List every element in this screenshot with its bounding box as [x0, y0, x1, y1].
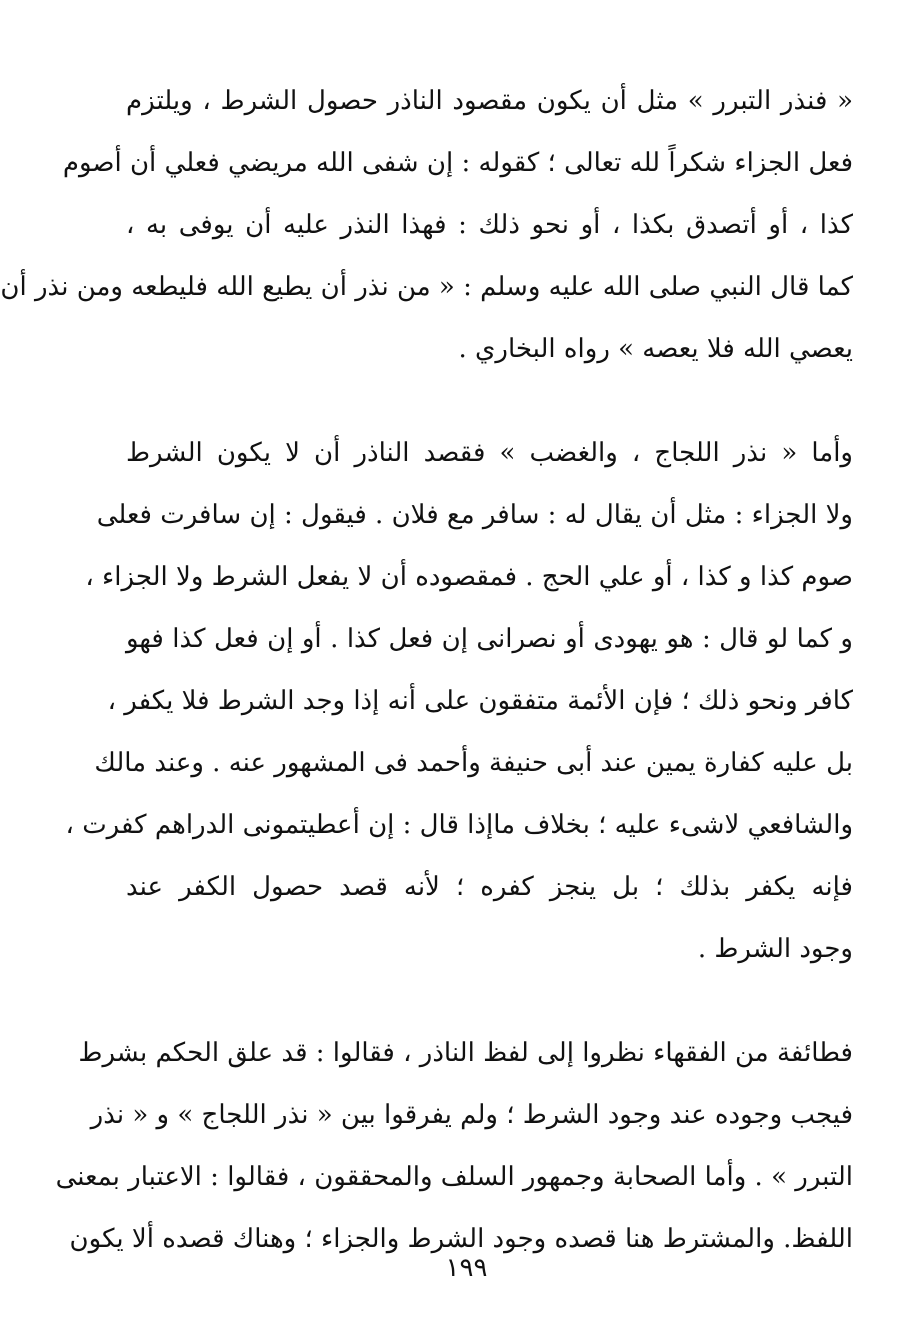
- text-line: وجود الشرط .: [697, 934, 853, 964]
- paragraph-jurists-views: [55, 1022, 853, 1270]
- text-line: ولا الجزاء : مثل أن يقال له : سافر مع فلان . فيقول : إن سافرت فعلى: [96, 500, 853, 530]
- text-line: بل عليه كفارة يمين عند أبى حنيفة وأحمد فى المشهور عنه . وعند مالك: [94, 748, 853, 778]
- paragraph-gap: [126, 980, 853, 1022]
- text-line: وأما « نذر اللجاج ، والغضب » فقصد الناذر أن لا يكون الشرط: [126, 438, 853, 468]
- text-line: فيجب وجوده عند وجود الشرط ؛ ولم يفرقوا بين « نذر اللجاج » و « نذر: [90, 1100, 853, 1130]
- text-line: كما قال النبي صلى الله عليه وسلم : « من نذر أن يطيع الله فليطعه ومن نذر أن: [0, 272, 853, 302]
- text-line: التبرر » . وأما الصحابة وجمهور السلف والمحققون ، فقالوا : الاعتبار بمعنى: [55, 1162, 853, 1192]
- page-number: ١٩٩: [445, 1253, 488, 1283]
- text-line: كذا ، أو أتصدق بكذا ، أو نحو ذلك : فهذا النذر عليه أن يوفى به ،: [126, 210, 853, 240]
- text-line: والشافعي لاشىء عليه ؛ بخلاف ماإذا قال : إن أعطيتمونى الدراهم كفرت ،: [65, 810, 853, 840]
- text-line: و كما لو قال : هو يهودى أو نصرانى إن فعل كذا . أو إن فعل كذا فهو: [126, 624, 853, 654]
- text-line: فعل الجزاء شكراً لله تعالى ؛ كقوله : إن شفى الله مريضي فعلي أن أصوم: [62, 148, 853, 178]
- text-line: فإنه يكفر بذلك ؛ بل ينجز كفره ؛ لأنه قصد حصول الكفر عند: [126, 872, 853, 902]
- text-line: فطائفة من الفقهاء نظروا إلى لفظ الناذر ، فقالوا : قد علق الحكم بشرط: [78, 1038, 853, 1068]
- text-line: كافر ونحو ذلك ؛ فإن الأئمة متفقون على أنه إذا وجد الشرط فلا يكفر ،: [107, 686, 853, 716]
- text-line: اللفظ. والمشترط هنا قصده وجود الشرط والجزاء ؛ وهناك قصده ألا يكون: [69, 1224, 853, 1254]
- paragraph-gap: [126, 380, 853, 422]
- text-line: صوم كذا و كذا ، أو علي الحج . فمقصوده أن لا يفعل الشرط ولا الجزاء ،: [85, 562, 853, 592]
- page-body: [0, 70, 853, 1270]
- text-line: يعصي الله فلا يعصه » رواه البخاري .: [458, 334, 853, 364]
- text-line: « فنذر التبرر » مثل أن يكون مقصود الناذر حصول الشرط ، ويلتزم: [126, 86, 853, 116]
- paragraph-vow-of-piety: [0, 70, 853, 380]
- paragraph-vow-of-obstinacy: [65, 422, 853, 980]
